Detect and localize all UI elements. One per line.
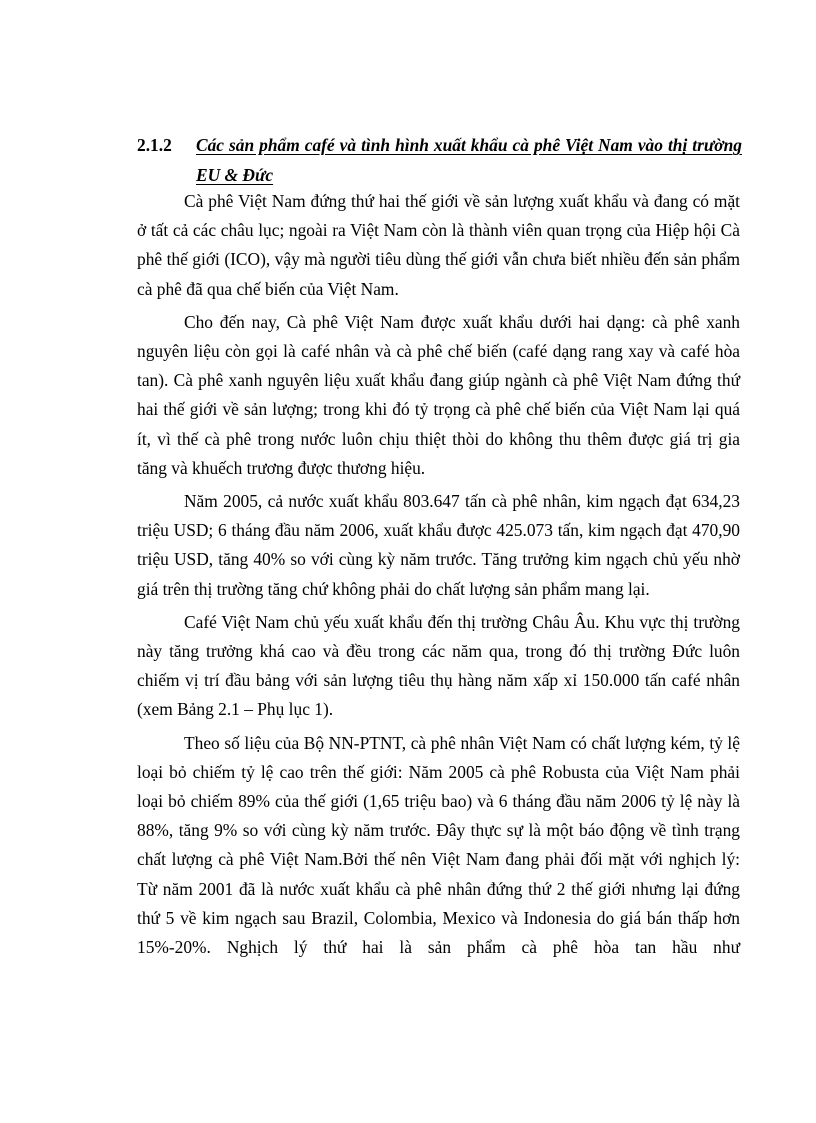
section-heading xyxy=(137,130,742,190)
paragraph: Cà phê Việt Nam đứng thứ hai thế giới về sản lượng xuất khẩu và đang có mặt ở tất cả các châu lục; ngoài ra Việt Nam còn là thành viên quan trọng của Hiệp hội Cà phê thế giới (ICO), vậy mà người tiêu dùng thế giới vẫn chưa biết nhiều đến sản phẩm cà phê đã qua chế biến của Việt Nam. xyxy=(137,191,740,299)
section-title: Các sản phẩm café và tình hình xuất khẩu cà phê Việt Nam vào thị trường EU & Đức xyxy=(196,135,742,185)
paragraph: Năm 2005, cả nước xuất khẩu 803.647 tấn cà phê nhân, kim ngạch đạt 634,23 triệu USD; 6 tháng đầu năm 2006, xuất khẩu được 425.073 tấn, kim ngạch đạt 470,90 triệu USD, tăng 40% so với cùng kỳ năm trước. Tăng trưởng kim ngạch chủ yếu nhờ giá trên thị trường tăng chứ không phải do chất lượng sản phẩm mang lại. xyxy=(137,491,740,599)
paragraph: Café Việt Nam chủ yếu xuất khẩu đến thị trường Châu Âu. Khu vực thị trường này tăng trưởng khá cao và đều trong các năm qua, trong đó thị trường Đức luôn chiếm vị trí đầu bảng với sản lượng tiêu thụ hàng năm xấp xỉ 150.000 tấn café nhân (xem Bảng 2.1 – Phụ lục 1). xyxy=(137,611,740,720)
paragraph: Theo số liệu của Bộ NN-PTNT, cà phê nhân Việt Nam có chất lượng kém, tỷ lệ loại bỏ chiếm tỷ lệ cao trên thế giới: Năm 2005 cà phê Robusta của Việt Nam phải loại bỏ chiếm 89% của thế giới (1,65 triệu bao) và 6 tháng đầu năm 2006 tỷ lệ này là 88%, tăng 9% so với cùng kỳ năm trước. Đây thực sự là một báo động về tình trạng chất lượng cà phê Việt Nam.Bởi thế nên Việt Nam đang phải đối mặt với nghịch lý: Từ năm 2001 đã là nước xuất khẩu cà phê nhân đứng thứ 2 thế giới nhưng lại đứng thứ 5 về kim ngạch sau Brazil, Colombia, Mexico và Indonesia do giá bán thấp hơn 15%-20%. Nghịch lý thứ hai là sản phẩm cà phê hòa tan hầu như xyxy=(137,732,740,958)
paragraph: Cho đến nay, Cà phê Việt Nam được xuất khẩu dưới hai dạng: cà phê xanh nguyên liệu còn gọi là café nhân và cà phê chế biến (café dạng rang xay và café hòa tan). Cà phê xanh nguyên liệu xuất khẩu đang giúp ngành cà phê Việt Nam đứng thứ hai thế giới về sản lượng; trong khi đó tỷ trọng cà phê chế biến của Việt Nam lại quá ít, vì thế cà phê trong nước luôn chịu thiệt thòi do không thu thêm được giá trị gia tăng và khuếch trương được thương hiệu. xyxy=(137,311,740,478)
section-number: 2.1.2 xyxy=(137,135,172,155)
body-text xyxy=(137,187,740,966)
